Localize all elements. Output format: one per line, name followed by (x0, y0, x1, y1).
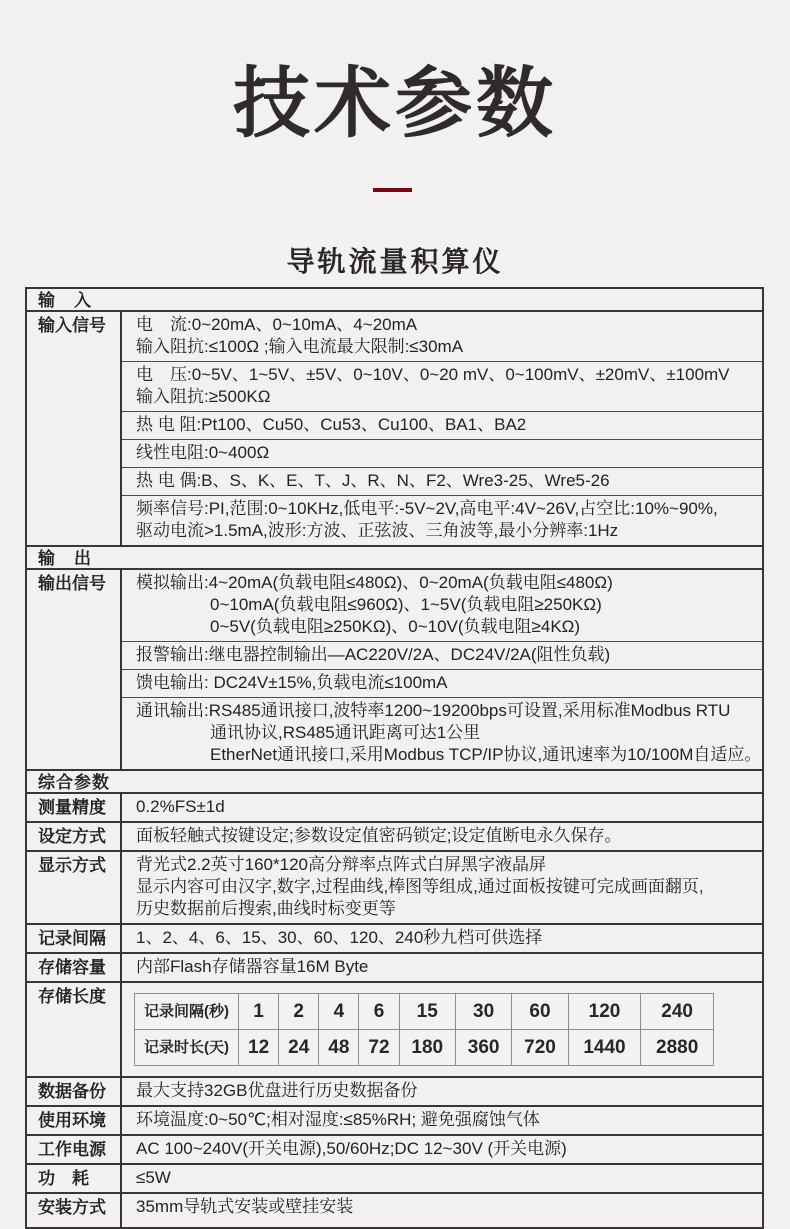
subrow-voltage (122, 362, 762, 412)
row-output-signal (27, 570, 762, 771)
interval-cell: 4 (319, 994, 359, 1030)
row-label-storage-capacity: 存储容量 (38, 958, 106, 977)
storage-duration-header: 记录时长(天) (135, 1030, 239, 1066)
row-label-setting-method: 设定方式 (38, 827, 106, 846)
duration-cell: 12 (239, 1030, 279, 1066)
spec-value: AC 100~240V(开关电源),50/60Hz;DC 12~30V (开关电源) (136, 1139, 567, 1158)
spec-line: 0~5V(负载电阻≥250KΩ)、0~10V(负载电阻≥4KΩ) (210, 617, 581, 636)
spec-value: 面板轻触式按键设定;参数设定值密码锁定;设定值断电永久保存。 (136, 826, 622, 845)
row-installation (27, 1194, 762, 1227)
subrow-feed-output (122, 670, 762, 698)
spec-value: 最大支持32GB优盘进行历史数据备份 (136, 1081, 418, 1100)
spec-value: 内部Flash存储器容量16M Byte (136, 957, 369, 976)
spec-table (25, 287, 764, 1229)
storage-length-table (134, 993, 714, 1066)
row-label-display-method: 显示方式 (38, 856, 106, 875)
row-storage-length (27, 983, 762, 1078)
duration-cell: 1440 (568, 1030, 641, 1066)
subrow-linear-resistance (122, 440, 762, 468)
spec-line: 驱动电流>1.5mA,波形:方波、正弦波、三角波等,最小分辨率:1Hz (136, 521, 619, 540)
interval-cell: 6 (359, 994, 399, 1030)
subrow-current (122, 312, 762, 362)
row-label-power-consumption: 功 耗 (38, 1169, 89, 1188)
spec-line: 通讯协议,RS485通讯距离可达1公里 (210, 723, 481, 742)
row-label-input-signal: 输入信号 (38, 316, 106, 335)
spec-value: 环境温度:0~50℃;相对湿度:≤85%RH; 避免强腐蚀气体 (136, 1110, 540, 1129)
row-label-record-interval: 记录间隔 (38, 929, 106, 948)
row-power-supply (27, 1136, 762, 1165)
row-content-input-signal (120, 312, 762, 545)
duration-cell: 2880 (641, 1030, 714, 1066)
row-label-environment: 使用环境 (38, 1111, 106, 1130)
spec-line: 电 流:0~20mA、0~10mA、4~20mA (136, 315, 418, 334)
interval-cell: 2 (279, 994, 319, 1030)
row-label-power-supply: 工作电源 (38, 1140, 106, 1159)
spec-line: 显示内容可由汉字,数字,过程曲线,棒图等组成,通过面板按键可完成画面翻页, (136, 877, 704, 896)
spec-line: 0~10mA(负载电阻≤960Ω)、1~5V(负载电阻≥250KΩ) (210, 595, 602, 614)
row-content-installation (120, 1194, 762, 1227)
interval-cell: 30 (455, 994, 511, 1030)
row-label-installation: 安装方式 (38, 1198, 106, 1217)
row-label-accuracy: 测量精度 (38, 798, 106, 817)
row-input-signal (27, 312, 762, 547)
page-title: 技术参数 (233, 61, 557, 147)
section-header-general: 综合参数 (27, 771, 762, 794)
subrow-rtd (122, 412, 762, 440)
spec-line: 馈电输出: DC24V±15%,负载电流≤100mA (136, 673, 448, 692)
spec-line: 线性电阻:0~400Ω (136, 443, 270, 462)
title-accent-divider (373, 188, 412, 192)
storage-interval-header: 记录间隔(秒) (135, 994, 239, 1030)
row-content-storage-capacity (120, 954, 762, 981)
subrow-communication-output (122, 698, 762, 769)
interval-cell: 240 (641, 994, 714, 1030)
row-display-method (27, 852, 762, 925)
spec-line: 背光式2.2英寸160*120高分辩率点阵式白屏黑字液晶屏 (136, 855, 546, 874)
section-header-input: 输 入 (27, 289, 762, 312)
interval-cell: 1 (239, 994, 279, 1030)
row-power-consumption (27, 1165, 762, 1194)
row-label-storage-length: 存储长度 (38, 987, 106, 1006)
spec-value: 1、2、4、6、15、30、60、120、240秒九档可供选择 (136, 928, 543, 947)
row-content-power-consumption (120, 1165, 762, 1192)
duration-cell: 48 (319, 1030, 359, 1066)
duration-cell: 24 (279, 1030, 319, 1066)
row-content-record-interval (120, 925, 762, 952)
row-content-output-signal (120, 570, 762, 769)
row-label-output-signal: 输出信号 (38, 574, 106, 593)
spec-line: 模拟输出:4~20mA(负载电阻≤480Ω)、0~20mA(负载电阻≤480Ω) (136, 573, 613, 592)
subrow-frequency (122, 496, 762, 545)
interval-cell: 15 (399, 994, 455, 1030)
row-data-backup (27, 1078, 762, 1107)
row-content-setting-method (120, 823, 762, 850)
spec-line: 历史数据前后搜索,曲线时标变更等 (136, 899, 396, 918)
subrow-thermocouple (122, 468, 762, 496)
subrow-analog-output (122, 570, 762, 642)
duration-cell: 72 (359, 1030, 399, 1066)
spec-line: 输入阻抗:≤100Ω ;输入电流最大限制:≤30mA (136, 337, 464, 356)
row-setting-method (27, 823, 762, 852)
row-environment (27, 1107, 762, 1136)
row-content-display-method (120, 852, 762, 923)
spec-value: 35mm导轨式安装或壁挂安装 (136, 1197, 354, 1216)
product-name-subtitle: 导轨流量积算仪 (286, 246, 504, 277)
spec-line: 输入阻抗:≥500KΩ (136, 387, 271, 406)
interval-cell: 60 (512, 994, 568, 1030)
spec-value: 0.2%FS±1d (136, 797, 225, 816)
row-content-storage-length (120, 983, 762, 1076)
subrow-alarm-output (122, 642, 762, 670)
duration-cell: 180 (399, 1030, 455, 1066)
spec-line: 热 电 阻:Pt100、Cu50、Cu53、Cu100、BA1、BA2 (136, 415, 527, 434)
spec-line: 频率信号:PI,范围:0~10KHz,低电平:-5V~2V,高电平:4V~26V,占空比:10%~90%, (136, 499, 718, 518)
spec-value: ≤5W (136, 1168, 171, 1187)
duration-cell: 360 (455, 1030, 511, 1066)
storage-duration-row (135, 1030, 714, 1066)
spec-line: 通讯输出:RS485通讯接口,波特率1200~19200bps可设置,采用标准Modbus RTU (136, 701, 731, 720)
row-storage-capacity (27, 954, 762, 983)
spec-line: 报警输出:继电器控制输出—AC220V/2A、DC24V/2A(阻性负载) (136, 645, 611, 664)
row-content-power-supply (120, 1136, 762, 1163)
interval-cell: 120 (568, 994, 641, 1030)
duration-cell: 720 (512, 1030, 568, 1066)
section-header-output: 输 出 (27, 547, 762, 570)
row-accuracy (27, 794, 762, 823)
spec-value (122, 852, 762, 923)
row-content-data-backup (120, 1078, 762, 1105)
row-label-data-backup: 数据备份 (38, 1082, 106, 1101)
spec-line: EtherNet通讯接口,采用Modbus TCP/IP协议,通讯速率为10/100M自适应。 (210, 745, 762, 764)
spec-line: 电 压:0~5V、1~5V、±5V、0~10V、0~20 mV、0~100mV、±20mV、±100mV (136, 365, 730, 384)
row-content-accuracy (120, 794, 762, 821)
storage-interval-row (135, 994, 714, 1030)
row-content-environment (120, 1107, 762, 1134)
row-record-interval (27, 925, 762, 954)
spec-line: 热 电 偶:B、S、K、E、T、J、R、N、F2、Wre3-25、Wre5-26 (136, 471, 610, 490)
